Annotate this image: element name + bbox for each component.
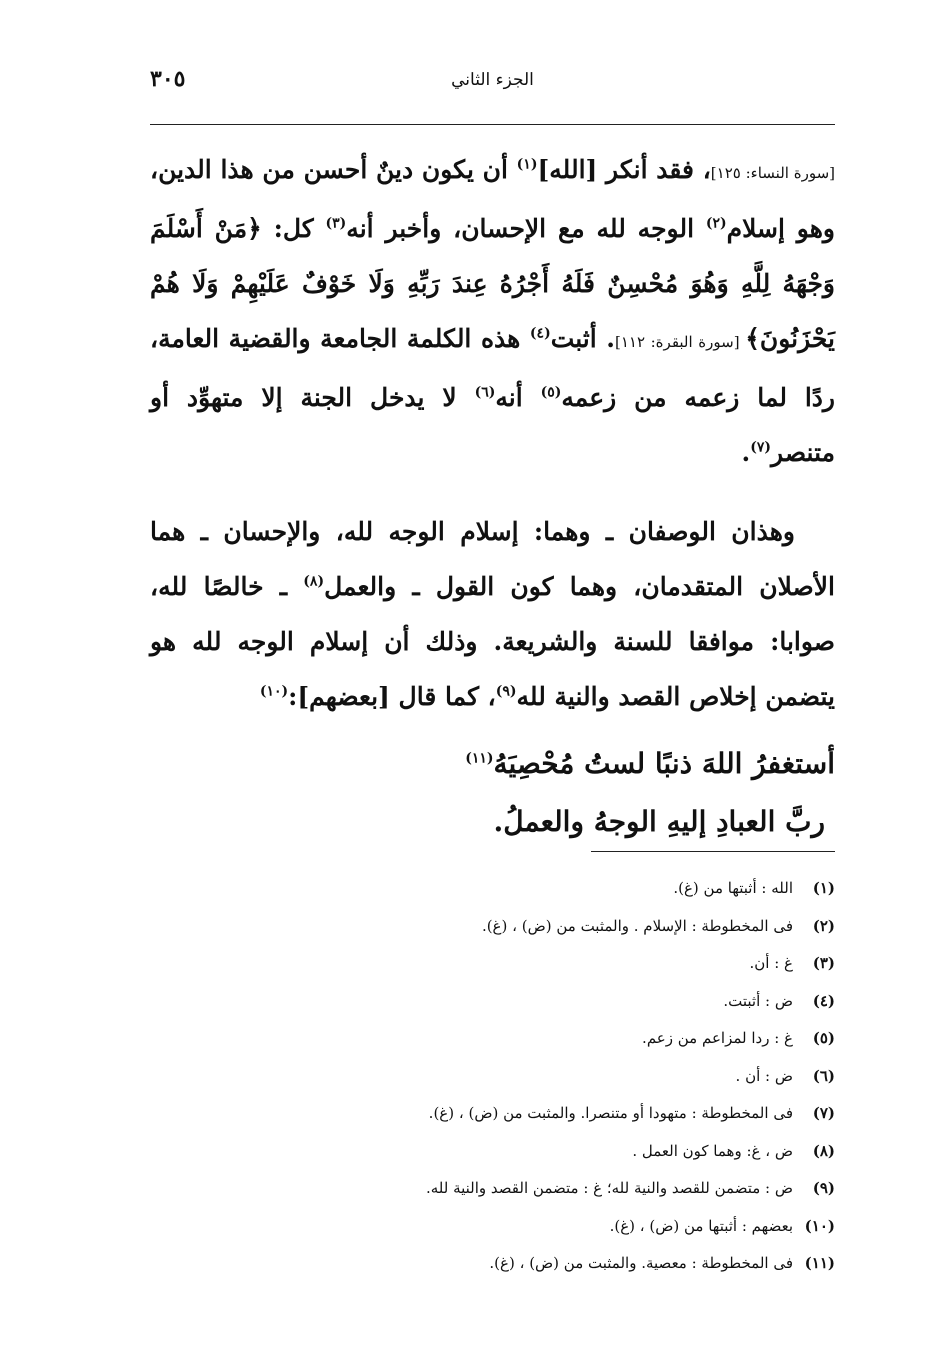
footnote [150, 945, 835, 983]
footnote-marker: (١) [516, 156, 538, 173]
text-run: كل: [261, 214, 326, 243]
text-run: . أثبت [550, 324, 615, 353]
footnote [150, 1208, 835, 1246]
footnote-marker: (٩) [495, 683, 517, 700]
footnote [150, 908, 835, 946]
page-number: ٣٠٥ [150, 66, 186, 92]
footnote-number: (٥) [812, 1029, 835, 1047]
poem-line-1 [150, 735, 835, 793]
footnote-text: بعضهم : أثبتها من (ض) ، (غ). [609, 1216, 793, 1235]
footnote [150, 1058, 835, 1096]
footnote-text: غ : ردا لمزاعم من زعم. [642, 1029, 793, 1047]
footnote-marker: (٨) [303, 573, 325, 590]
text-run: لا يدخل الجنة إلا متهوِّد أو متنصر [150, 383, 835, 467]
text-run: وهذان الوصفان ـ وهما: إسلام الوجه لله، والإحسان ـ هما الأصلان المتقدمان، وهما كون القول ـ والعمل [150, 517, 835, 601]
footnote [150, 1170, 835, 1208]
footnote-number: (٨) [812, 1141, 835, 1160]
footnote-marker: (٦) [474, 384, 496, 401]
footnote-number: (٩) [812, 1179, 835, 1197]
footnote-number: (٣) [812, 954, 835, 972]
footnote-marker: (١١) [465, 750, 494, 767]
footnote-text: ض ، غ: وهما كون العمل . [632, 1141, 793, 1160]
paragraph-2 [150, 504, 835, 724]
footnote-text: الله : أثبتها من (غ). [673, 879, 793, 897]
text-run: ، فقد أنكر [الله] [537, 155, 711, 184]
page-header [150, 62, 835, 102]
footnote-marker: (٢) [705, 215, 727, 232]
poem-line-2: ربَّ العبادِ إليهِ الوجهُ والعملُ. [493, 805, 825, 838]
text-run: . [741, 438, 751, 467]
footnote-number: (١) [812, 879, 835, 897]
footnote [150, 1245, 835, 1283]
footnote-marker: (٧) [750, 439, 772, 456]
footnote-divider [591, 851, 835, 852]
footnote [150, 1020, 835, 1058]
text-run: ، كما قال [بعضهم]: [288, 682, 496, 711]
text-run: الوجه لله مع الإحسان، وأخبر أنه [346, 214, 706, 243]
footnotes [150, 870, 835, 1283]
text-run: هذه الكلمة الجامعة والقضية العامة، ردًا لما زعمه من زعمه [150, 324, 835, 412]
footnote-number: (٤) [812, 991, 835, 1010]
footnote-marker: (١٠) [259, 683, 289, 700]
footnote-marker: (٥) [540, 384, 562, 401]
quran-reference: [سورة النساء: ١٢٥] [710, 164, 835, 182]
text-run: أنه [495, 383, 541, 412]
paragraph-1 [150, 142, 835, 480]
footnote-text: ض : متضمن للقصد والنية لله؛ غ : متضمن القصد والنية لله. [425, 1179, 793, 1197]
footnote-text: غ : أن. [749, 954, 793, 972]
text-run: أن يكون دينٌ أحسن من هذا الدين، وهو إسلام [150, 155, 835, 243]
poem-verse [150, 735, 835, 851]
footnote [150, 870, 835, 908]
footnote-number: (٢) [812, 916, 835, 935]
main-text [150, 142, 835, 724]
header-divider [150, 124, 835, 125]
quran-reference: [سورة البقرة: ١١٢] [614, 333, 746, 351]
running-title: الجزء الثاني [451, 70, 534, 90]
footnote-text: فى المخطوطة : الإسلام . والمثبت من (ض) ، (غ). [481, 916, 793, 935]
footnote-text: فى المخطوطة : متهودا أو متنصرا. والمثبت من (ض) ، (غ). [428, 1104, 793, 1122]
footnote-marker: (٤) [529, 325, 551, 342]
quran-verse: ﴿مَنْ أَسْلَمَ وَجْهَهُ لِلَّهِ وَهُوَ مُحْسِنٌ فَلَهُ أَجْرُهُ عِندَ رَبِّهِ وَلَا خَوْفٌ عَلَيْهِمْ وَلَا هُمْ يَحْزَنُونَ﴾ [150, 214, 835, 353]
footnote-number: (١١) [804, 1254, 835, 1272]
footnote-text: فى المخطوطة : معصية. والمثبت من (ض) ، (غ). [489, 1254, 793, 1272]
footnote [150, 1095, 835, 1133]
footnote-number: (٧) [812, 1104, 835, 1122]
footnote-text: ض : أثبتت. [723, 991, 793, 1010]
footnote [150, 1133, 835, 1171]
footnote-number: (١٠) [804, 1216, 835, 1235]
footnote [150, 983, 835, 1021]
poem-text: أستغفرُ اللهَ ذنبًا لستُ مُحْصِيَهُ [493, 747, 835, 780]
footnote-marker: (٣) [325, 215, 347, 232]
footnote-text: ض : أن . [735, 1066, 793, 1085]
footnote-number: (٦) [812, 1066, 835, 1085]
text-run: ـ خالصًا لله، صوابا: موافقا للسنة والشريعة. وذلك أن إسلام الوجه لله هو يتضمن إخلاص القصد والنية لله [150, 572, 835, 711]
